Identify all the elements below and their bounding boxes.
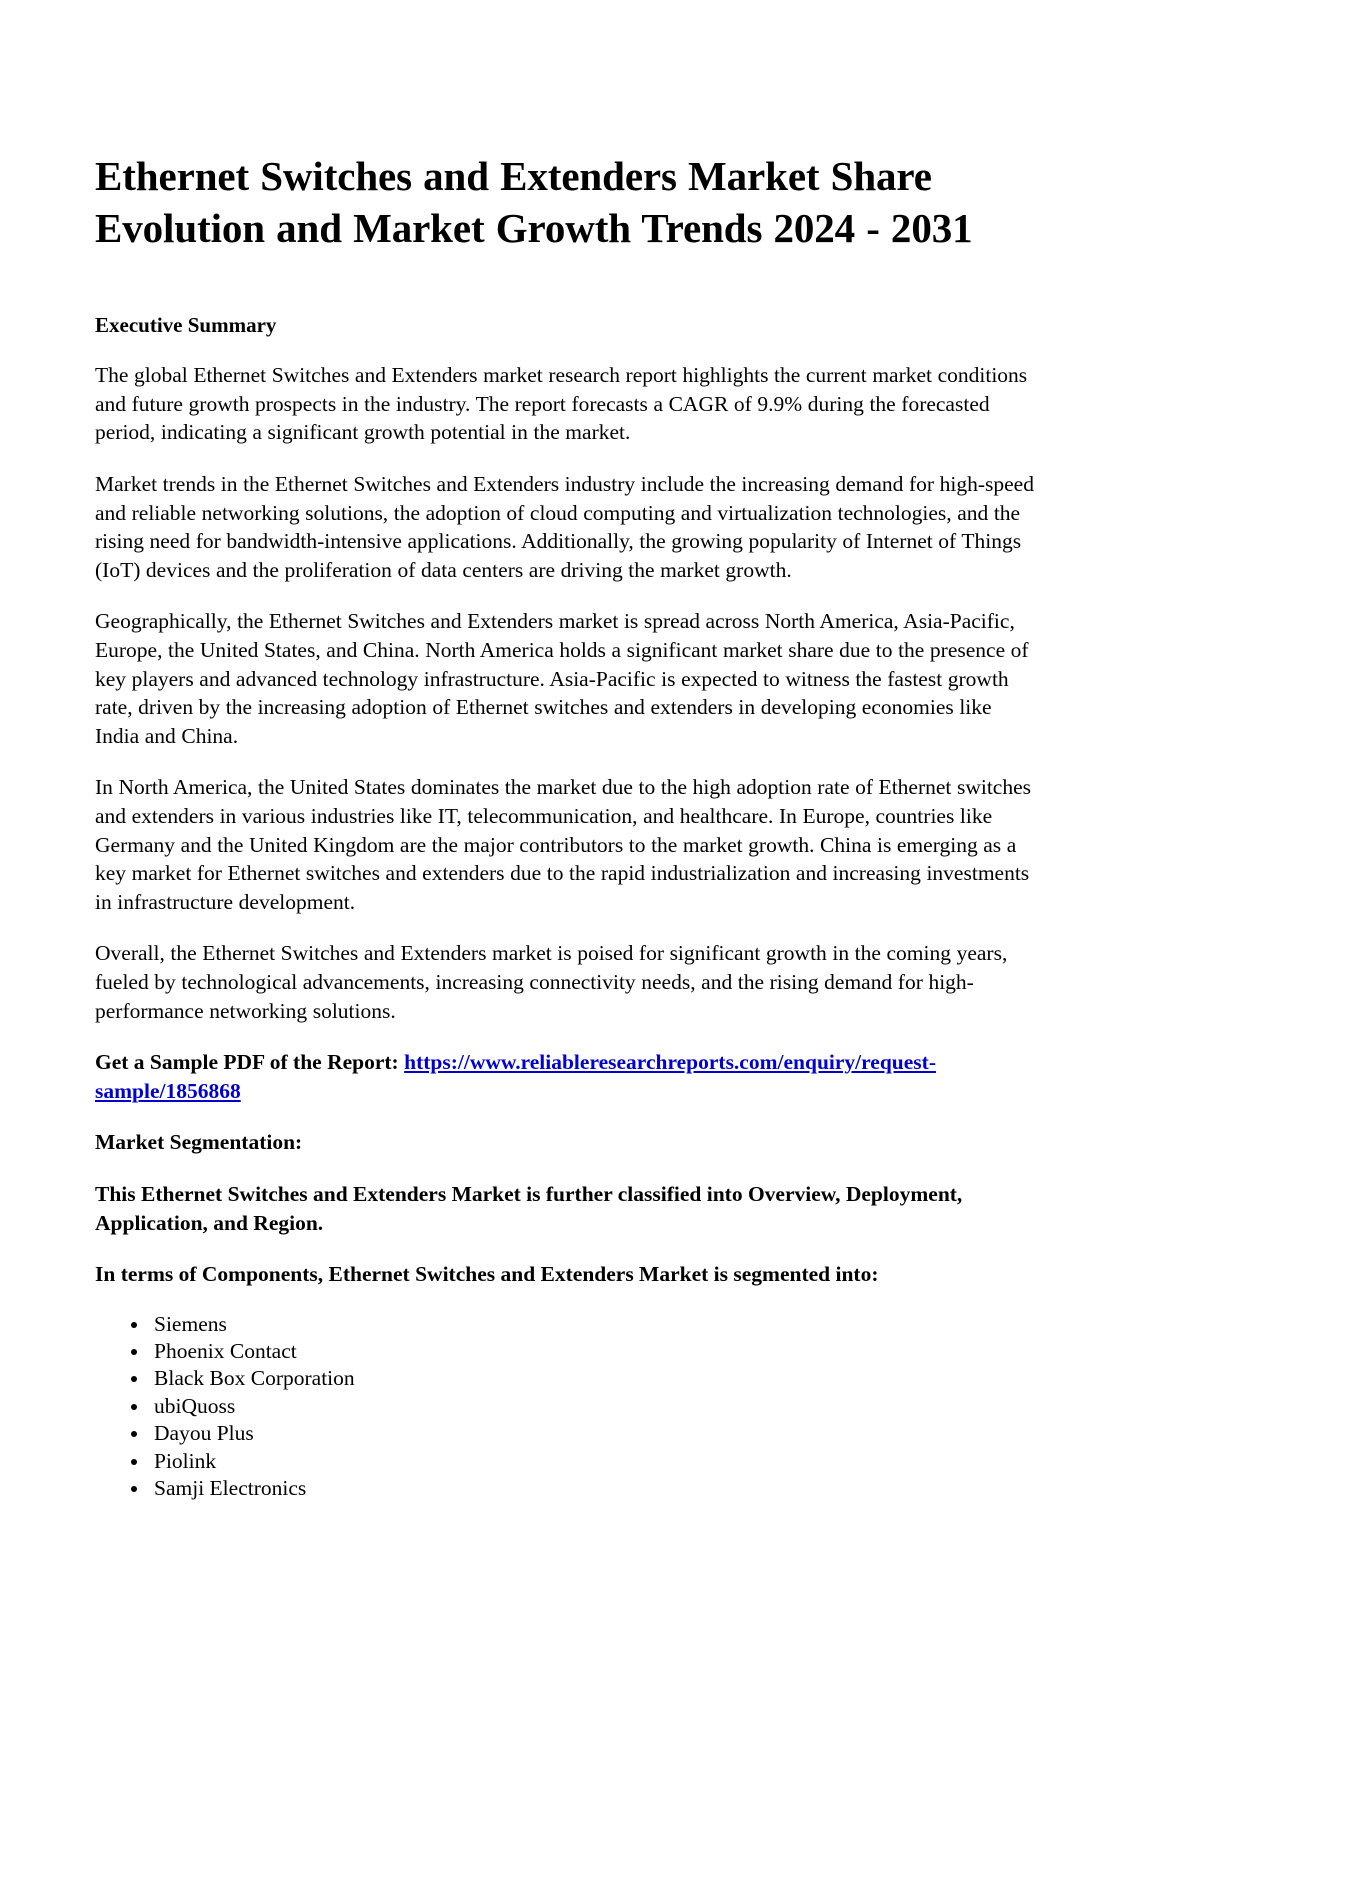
list-item: • Black Box Corporation bbox=[150, 1366, 1035, 1391]
list-item: • Samji Electronics bbox=[150, 1476, 1035, 1501]
heading-market-segmentation: Market Segmentation: bbox=[95, 1130, 303, 1155]
list-item: • Dayou Plus bbox=[150, 1421, 1035, 1446]
paragraph-regional-detail: In North America, the United States dominates the market due to the high adoption rate of Ethernet switches and extenders in various industries like IT, telecommunication, and healthcare. In Europe, countries like Germany and the United Kingdom are the major contributors to the market growth. China is emerging as a key market for Ethernet switches and extenders due to the rapid industrialization and increasing investments in infrastructure development. bbox=[95, 775, 1032, 914]
page-title: Ethernet Switches and Extenders Market Share Evolution and Market Growth Trends 2024 - 2031 bbox=[95, 153, 973, 252]
sample-pdf-label: Get a Sample PDF of the Report: bbox=[95, 1050, 405, 1075]
paragraph-outlook: Overall, the Ethernet Switches and Extenders market is poised for significant growth in the coming years, fueled by technological advancements, increasing connectivity needs, and the rising demand for high-performance networking solutions. bbox=[95, 941, 1008, 1023]
paragraph-market-overview: The global Ethernet Switches and Extenders market research report highlights the current market conditions and future growth prospects in the industry. The report forecasts a CAGR of 9.9% during the forecasted period, indicating a significant growth potential in the market. bbox=[95, 363, 1028, 445]
paragraph-market-trends: Market trends in the Ethernet Switches and Extenders industry include the increasing demand for high-speed and reliable networking solutions, the adoption of cloud computing and virtualization technologies, and the rising need for bandwidth-intensive applications. Additionally, the growing popularity of Internet of Things (IoT) devices and the proliferation of data centers are driving the market growth. bbox=[95, 472, 1034, 582]
sample-pdf-link[interactable]: https://www.reliableresearchreports.com/enquiry/request-sample/1856868 bbox=[95, 1050, 936, 1103]
list-item: • Siemens bbox=[150, 1312, 1035, 1337]
list-item: • Phoenix Contact bbox=[150, 1339, 1035, 1364]
paragraph-geography: Geographically, the Ethernet Switches and Extenders market is spread across North America, Asia-Pacific, Europe, the United States, and China. North America holds a significant market share due to the presence of key players and advanced technology infrastructure. Asia-Pacific is expected to witness the fastest growth rate, driven by the increasing adoption of Ethernet switches and extenders in developing economies like India and China. bbox=[95, 609, 1029, 748]
list-item: • Piolink bbox=[150, 1449, 1035, 1474]
segmentation-classification-note: This Ethernet Switches and Extenders Market is further classified into Overview, Deployment, Application, and Region. bbox=[95, 1181, 963, 1235]
sample-pdf-line bbox=[95, 1048, 1035, 1105]
section-heading-executive-summary: Executive Summary bbox=[95, 312, 277, 337]
heading-components-segment: In terms of Components, Ethernet Switches and Extenders Market is segmented into: bbox=[95, 1262, 879, 1287]
list-item: • ubiQuoss bbox=[150, 1394, 1035, 1419]
components-company-list bbox=[95, 1312, 1035, 1502]
